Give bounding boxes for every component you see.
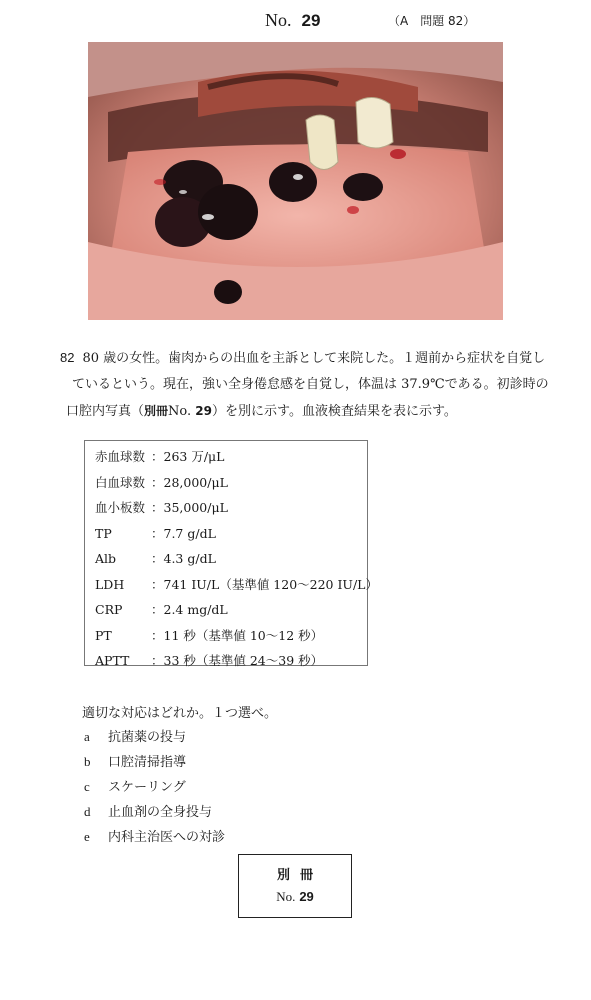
bessatsu-title: 別冊 [276,868,323,883]
lab-key: Alb [95,551,117,566]
lab-row [95,495,367,521]
lab-value: ：11 秒（基準値 10〜12 秒） [151,627,324,643]
stem-bessatsu-ref: 別冊 [144,404,169,418]
choice-text: 抗菌薬の投与 [108,730,187,745]
question-prompt: 適切な対応はどれか。１つ選べ。 [82,706,278,721]
page-number-value: 29 [301,11,321,30]
choice-letter: e [84,829,90,844]
lab-value: ：7.7 g/dL [151,525,216,541]
lab-value: ：4.3 g/dL [151,551,216,566]
lab-key: 白血球数 [95,474,146,490]
lab-row [95,597,367,623]
bessatsu-number-line [239,889,351,905]
lab-value: ：2.4 mg/dL [151,602,228,617]
lab-row [95,444,367,470]
lab-key: PT [95,627,112,643]
question-stem [60,345,560,425]
choice-text: 止血剤の全身投与 [108,805,213,820]
page-number [265,10,320,31]
lab-results-table [84,440,378,668]
answer-choices [84,724,225,849]
lab-key: 赤血球数 [95,449,146,464]
choice-a[interactable] [84,724,225,749]
stem-text-3b: No. [168,404,196,419]
lab-row [95,470,367,496]
choice-e[interactable] [84,824,225,849]
choice-letter: b [84,754,91,769]
choice-letter: d [84,804,91,819]
choice-b[interactable] [84,749,225,774]
bessatsu-box [238,854,352,918]
lab-row [95,648,367,674]
lab-row [95,521,367,547]
lab-row [95,572,378,598]
stem-line-1 [60,345,560,372]
stem-bessatsu-number: 29 [195,404,212,418]
lab-value: ：33 秒（基準値 24〜39 秒） [151,653,324,668]
lab-row [95,623,367,649]
choice-d[interactable] [84,799,225,824]
bessatsu-no-value: 29 [299,889,314,904]
lab-key: LDH [95,576,125,592]
intraoral-photo-icon [88,42,503,320]
lab-value: ：263 万/μL [151,449,225,464]
stem-line-3 [60,398,560,425]
lab-value: ：35,000/μL [151,500,228,515]
lab-row [95,546,367,572]
stem-text-3c: ）を別に示す。血液検査結果を表に示す。 [211,404,457,419]
choice-letter: c [84,779,90,794]
stem-text-3a: 口腔内写真（ [66,404,145,419]
choice-text: 内科主治医への対診 [108,830,226,845]
lab-value: ：741 IU/L（基準値 120〜220 IU/L） [151,576,378,592]
lab-key: 血小板数 [95,500,146,515]
stem-text-1: 80 歳の女性。歯肉からの出血を主訴として来院した。１週前から症状を自覚し [82,351,546,366]
lab-key: APTT [95,653,130,668]
choice-text: 口腔清掃指導 [108,755,187,770]
question-reference: （A 問題 82） [388,14,476,28]
choice-letter: a [84,729,90,744]
choice-text: スケーリング [108,780,186,795]
lab-key: CRP [95,602,123,617]
page-number-label: No. [265,10,292,30]
question-number: 82 [60,350,75,365]
lab-key: TP [95,525,112,541]
lab-value: ：28,000/μL [151,474,228,490]
choice-c[interactable] [84,774,225,799]
stem-line-2: ているという。現在，強い全身倦怠感を自覚し，体温は 37.9℃である。初診時の [72,377,549,392]
intraoral-photo [88,42,503,320]
bessatsu-no-label: No. [276,889,296,904]
